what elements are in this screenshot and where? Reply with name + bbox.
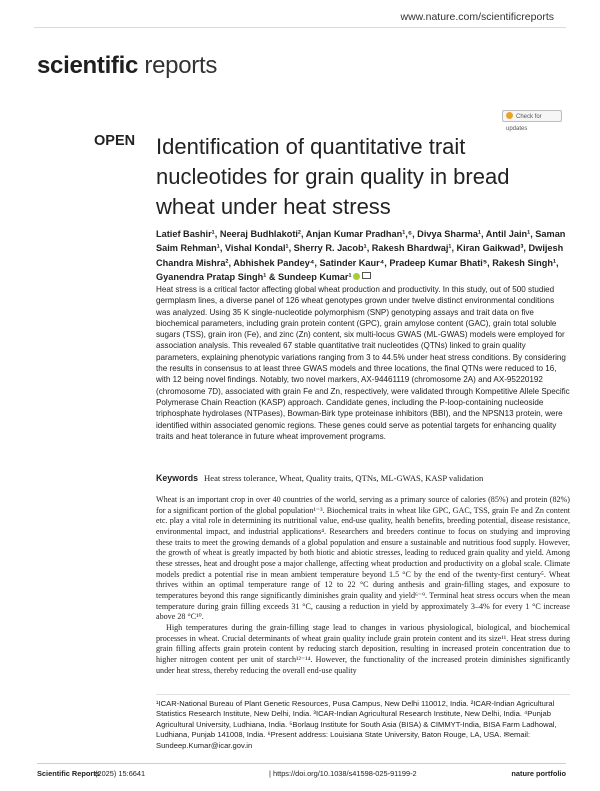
keywords-text: Heat stress tolerance, Wheat, Quality traits, QTNs, ML-GWAS, KASP validation	[204, 473, 484, 483]
header-divider	[34, 27, 566, 28]
abstract: Heat stress is a critical factor affecting global wheat production and productivity. In this study, out of 500 studied germplasm lines, a diverse panel of 126 wheat genotypes grown under twelve distinct environmental conditions was analyzed. Using 35 K single-nucleotide polymorphism (SNP) genotyping assays and trait data on five biochemical parameters, including grain protein content (GPC), grain amylose content (GAC), grain total soluble sugars (TSS), grain iron (Fe), and zinc (Zn) content, six multi-locus GWAS (ML-GWAS) models were employed for association analysis. This revealed 67 stable quantitative trait nucleotides (QTNs) linked to grain quality parameters, explaining phenotypic variations ranging from 3 to 44.5% under heat stress conditions. By considering the results in consensus to at least three GWAS models and three locations, the final QTNs were reduced to 16, with 12 being novel findings. Notably, two novel markers, AX-94461119 (chromosome 2A) and AX-95220192 (chromosome 7D), associated with grain Fe and Zn, respectively, were validated through Kompetitive Allele Specific Polymerase Chain Reaction (KASP) approach. Candidate genes, including the P-loop-containing nucleoside triphosphate hydrolases (NTPases), Bowman-Birk type proteinase inhibitors (BBI), and the NPSN13 protein, were identified within associated genomic regions. These genes could serve as potential targets for enhancing quality traits and heat tolerance in future wheat improvement programs.	[156, 285, 570, 441]
affiliations: ¹ICAR-National Bureau of Plant Genetic Resources, Pusa Campus, New Delhi 110012, India. ²ICAR-Indian Agricultural Statistics Research Institute, New Delhi, India. ³ICAR-Indian Agricultural Research Institute, New Delhi, India. ⁴Punjab Agricultural University, Ludhiana, India. ⁵Borlaug Institute for South Asia (BISA) & CIMMYT-India, BISA Farm Ladhowal, Ludhiana, Punjab 141008, India. ⁶Present address: Louisiana State University, Baton Rouge, LA, USA. ✉email: Sundeep.Kumar@icar.gov.in	[156, 699, 557, 750]
body-paragraph: Wheat is an important crop in over 40 countries of the world, serving as a primary source of calories (85%) and protein (82%) for a significant portion of the global population¹⁻³. Biochemical traits in wheat like GPC, GAC, TSS, grain Fe and Zn content etc. play a vital role in determining its nutritional value, end-use quality, health benefits, breeding potential, disease resistance, environmental impact, and industrial applications⁴. Researchers and breeders continue to focus on studying and improving these traits to meet the growing demands of a global population and ensure a sustainable and nutritious food supply. However, the growth of wheat is greatly impacted by both biotic and abiotic stresses, leading to reduced grain quality and yield. Among these stresses, heat and drought pose a major challenge, affecting wheat production and productivity on a global scale. Climate models predict a potential rise in mean ambient temperature beyond 1.5 °C by the end of the twenty-first century⁵. Wheat thrives within an optimal temperature range of 12 to 22 °C during anthesis and grain-filling stages, and exposure to temperatures beyond this range significantly diminishes grain quality and yield⁶⁻⁹. Terminal heat stress occurs when the mean temperature during grain filling exceeds 31 °C, causing a reduction in yield by approximately 3–4% for every 1 °C increase above 28 °C¹⁰.	[156, 495, 570, 622]
publisher-logo: nature portfolio	[511, 769, 566, 778]
footer-citation: (2025) 15:6641	[95, 769, 146, 778]
crossmark-icon	[506, 112, 513, 119]
author-list	[156, 227, 566, 284]
email-icon[interactable]	[362, 272, 371, 279]
footer-doi-link[interactable]: | https://doi.org/10.1038/s41598-025-91199-2	[269, 769, 417, 778]
affiliations-divider	[156, 694, 570, 695]
body-paragraph: High temperatures during the grain-filling stage lead to changes in various physiological, biological, and biochemical processes in wheat. Crucial determinants of wheat grain quality include grain protein content and its size¹¹. Heat stress during grain filling affects grain protein content by reducing starch deposition, resulting in increased protein concentration due to higher nitrogen content per unit of starch¹²⁻¹⁴. However, the functionality of the increased protein diminishes significantly under heat stress, thereby reducing the overall end-use quality	[156, 622, 570, 675]
check-for-updates-button[interactable]	[502, 110, 562, 132]
orcid-icon[interactable]	[353, 273, 360, 280]
journal-logo	[37, 52, 217, 80]
journal-name-bold: scientific	[37, 52, 139, 79]
keywords-label: Keywords	[156, 473, 199, 483]
open-access-label: OPEN	[94, 133, 136, 149]
footer-journal: Scientific Reports	[37, 769, 100, 778]
page-footer	[37, 763, 566, 782]
article-title: Identification of quantitative trait nucleotides for grain quality in bread wheat under heat stress	[156, 134, 510, 219]
check-for-updates-label: Check for updates	[506, 114, 542, 132]
keywords	[156, 473, 576, 483]
journal-name-regular: reports	[144, 52, 218, 79]
article-body	[156, 495, 570, 676]
journal-url[interactable]: www.nature.com/scientificreports	[400, 11, 554, 23]
author-names: Latief Bashir¹, Neeraj Budhlakoti², Anjan Kumar Pradhan¹,⁶, Divya Sharma¹, Antil Jain¹, Saman Saim Rehman¹, Vishal Kondal¹, Sherry R. Jacob¹, Rakesh Bhardwaj¹, Kiran Gaikwad³, Dwijesh Chandra Mishra², Abhishek Pandey⁴, Satinder Kaur⁴, Pradeep Kumar Bhati⁵, Rakesh Singh¹, Gyanendra Pratap Singh¹ & Sundeep Kumar¹	[156, 229, 566, 282]
